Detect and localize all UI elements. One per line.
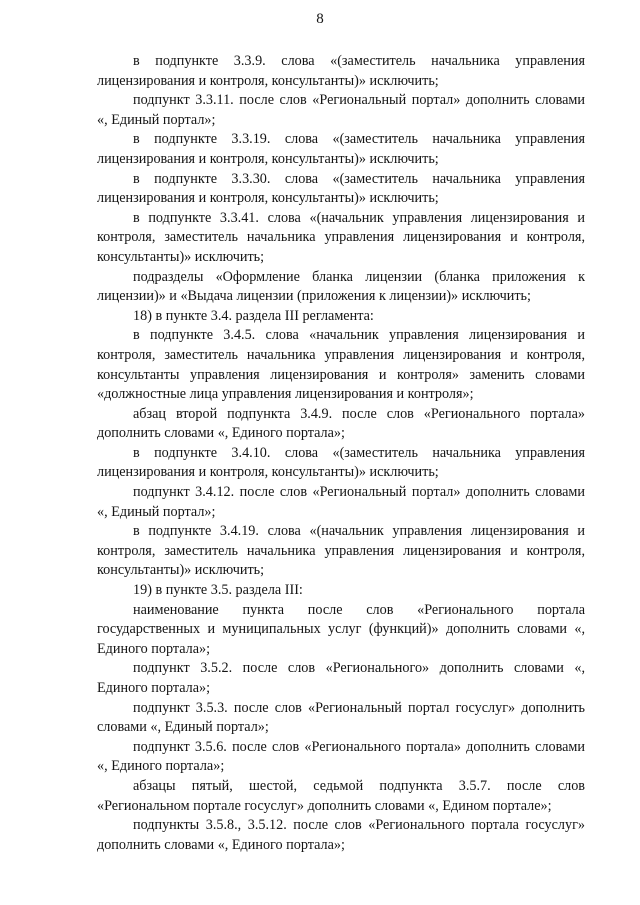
paragraph-item-3-4-19: в подпункте 3.4.19. слова «(начальник управления лицензирования и контроля, заместитель начальника управления лицензирования и контроля, консультанты)» исключить; — [97, 523, 585, 579]
paragraph-item-3-5-6: подпункт 3.5.6. после слов «Регионального портала» дополнить словами «, Единого портала»; — [97, 738, 585, 775]
paragraph-item-3-5-3: подпункт 3.5.3. после слов «Региональный портал госуслуг» дополнить словами «, Единый портал»; — [97, 699, 585, 736]
page-number: 8 — [316, 11, 324, 27]
paragraph-item-3-5-2: подпункт 3.5.2. после слов «Регионального» дополнить словами «, Единого портала»; — [97, 660, 585, 696]
paragraph-subsections-license: подразделы «Оформление бланка лицензии (бланка приложения к лицензии)» и «Выдача лицензии (приложения к лицензии)» исключить; — [97, 268, 585, 305]
paragraph-point-18: 18) в пункте 3.4. раздела III регламента: — [133, 307, 374, 324]
paragraph-item-3-3-30: в подпункте 3.3.30. слова «(заместитель начальника управления лицензирования и контроля, консультанты)» исключить; — [97, 170, 585, 207]
paragraph-item-3-3-19: в подпункте 3.3.19. слова «(заместитель начальника управления лицензирования и контроля, консультанты)» исключить; — [97, 131, 585, 167]
paragraph-item-3-3-9: в подпункте 3.3.9. слова «(заместитель начальника управления лицензирования и контроля, консультанты)» исключить; — [97, 53, 585, 89]
paragraph-item-3-4-9: абзац второй подпункта 3.4.9. после слов «Регионального портала» дополнить словами «, Единого портала»; — [97, 405, 585, 442]
paragraph-item-3-4-5: в подпункте 3.4.5. слова «начальник управления лицензирования и контроля, заместитель начальника управления лицензирования и контроля, консультанты управления лицензирования и контроля» заменить словами «должностные лица управления лицензирования и контроля»; — [97, 327, 585, 403]
paragraph-item-3-4-10: в подпункте 3.4.10. слова «(заместитель начальника управления лицензирования и контроля, консультанты)» исключить; — [97, 444, 585, 481]
paragraph-item-3-4-12: подпункт 3.4.12. после слов «Региональный портал» дополнить словами «, Единый портал»; — [97, 484, 585, 520]
paragraph-item-3-3-41: в подпункте 3.3.41. слова «(начальник управления лицензирования и контроля, заместитель начальника управления лицензирования и контроля, консультанты)» исключить; — [97, 209, 585, 265]
paragraph-point-name: наименование пункта после слов «Регионального портала государственных и муниципальных услуг (функций)» дополнить словами «, Единого портала»; — [97, 601, 585, 657]
paragraph-point-19: 19) в пункте 3.5. раздела III: — [133, 582, 303, 599]
paragraph-item-3-3-11: подпункт 3.3.11. после слов «Региональный портал» дополнить словами «, Единый портал»; — [97, 92, 585, 128]
paragraph-item-3-5-7: абзацы пятый, шестой, седьмой подпункта 3.5.7. после слов «Региональном портале госуслуг» дополнить словами «, Едином портале»; — [97, 777, 585, 814]
paragraph-items-3-5-8-3-5-12: подпункты 3.5.8., 3.5.12. после слов «Регионального портала госуслуг» дополнить словами «, Единого портала»; — [97, 817, 585, 853]
document-body — [97, 52, 585, 855]
